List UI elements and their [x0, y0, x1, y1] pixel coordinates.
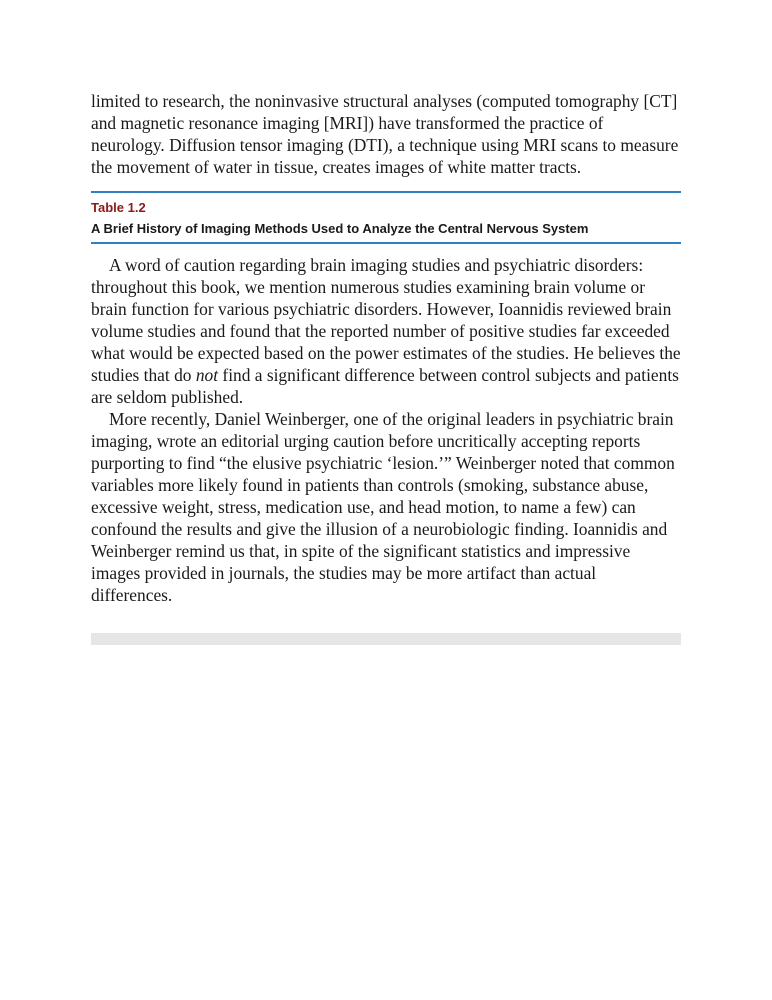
page-content	[91, 90, 681, 606]
weinberger-paragraph: More recently, Daniel Weinberger, one of the original leaders in psychiatric brain imaging, wrote an editorial urging caution before uncritically accepting reports purporting to find “the elusive psychiatric ‘lesion.’” Weinberger noted that common variables more likely found in patients than controls (smoking, substance abuse, excessive weight, stress, medication use, and head motion, to name a few) can confound the results and give the illusion of a neurobiologic finding. Ioannidis and Weinberger remind us that, in spite of the significant statistics and impressive images provided in journals, the studies may be more artifact than actual differences.	[91, 409, 675, 605]
footer-bar	[91, 633, 681, 645]
intro-paragraph: limited to research, the noninvasive structural analyses (computed tomography [CT] and magnetic resonance imaging [MRI]) have transformed the practice of neurology. Diffusion tensor imaging (DTI), a technique using MRI scans to measure the movement of water in tissue, creates images of white matter tracts.	[91, 91, 679, 177]
emphasis-not: not	[195, 365, 219, 385]
table-caption	[91, 191, 681, 244]
caution-text-end: find a significant difference between control subjects and patients are seldom published.	[91, 365, 679, 407]
table-title: A Brief History of Imaging Methods Used to Analyze the Central Nervous System	[91, 221, 589, 236]
caution-paragraph	[91, 254, 681, 408]
table-label: Table 1.2	[91, 200, 146, 215]
caution-text-start: A word of caution regarding brain imaging studies and psychiatric disorders: throughout this book, we mention numerous studies examining brain volume or brain function for various psychiatric disorders. However, Ioannidis reviewed brain volume studies and found that the reported number of positive studies far exceeded what would be expected based on the power estimates of the studies. He believes the studies that do	[91, 255, 681, 385]
